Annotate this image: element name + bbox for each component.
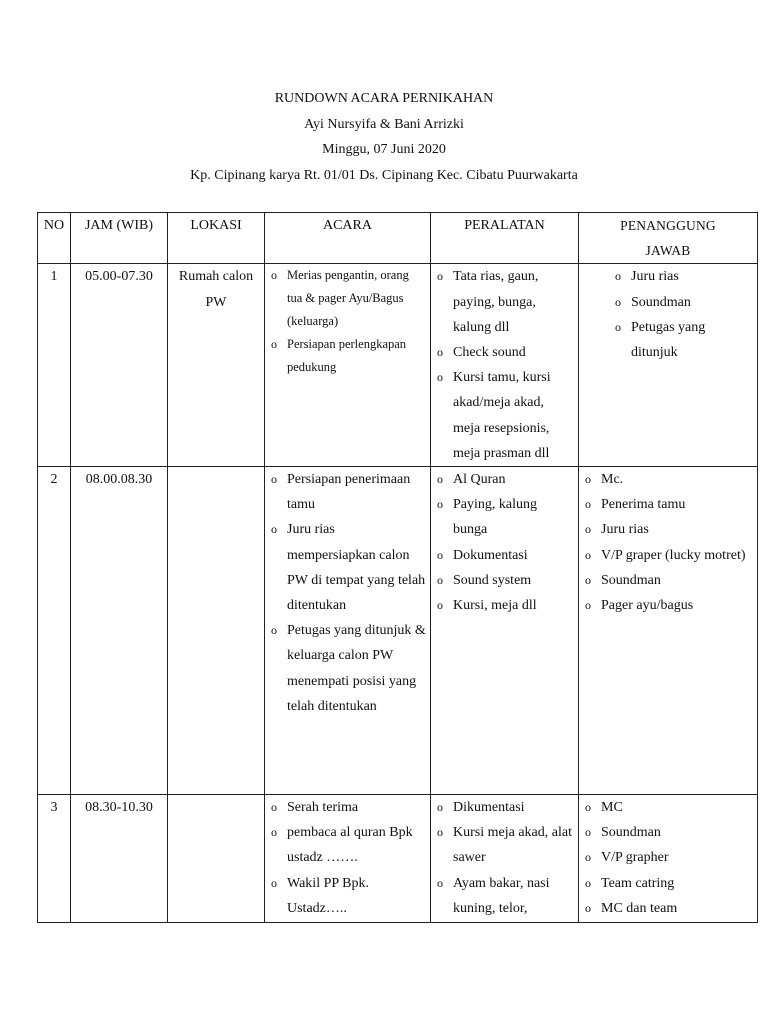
list-item: o Ayam bakar, nasi kuning, telor, [431,871,574,921]
list-item: o Tata rias, gaun, paying, bunga, kalung dll [431,264,574,340]
list-item: o Al Quran [431,467,574,492]
list-item: o Wakil PP Bpk. Ustadz….. [265,871,426,921]
list-item: o Soundman [609,290,753,315]
list-item: o MC dan team [579,896,753,921]
header-peralatan: PERALATAN [431,213,579,264]
table-row [38,264,758,467]
row-peralatan [431,467,579,795]
row-jam: 08.00.08.30 [71,467,168,795]
row-lokasi [168,467,265,795]
list-item: o Petugas yang ditunjuk [609,315,753,365]
list-item: o Juru rias mempersiapkan calon PW di tempat yang telah ditentukan [265,517,426,618]
row-penanggung-jawab [579,467,758,795]
list-item: o Penerima tamu [579,492,753,517]
table-header-row [38,213,758,264]
row-no: 1 [38,264,71,467]
rundown-table [37,212,758,923]
table-row [38,795,758,923]
list-item: o Team catring [579,871,753,896]
header-penanggung-jawab [579,213,758,264]
row-lokasi [168,795,265,923]
list-item: o V/P graper (lucky motret) [579,543,753,568]
list-item: o Dikumentasi [431,795,574,820]
header-penanggung-line1: PENANGGUNG [620,218,716,233]
table-row [38,467,758,795]
list-item: o Kursi tamu, kursi akad/meja akad, meja resepsionis, meja prasman dll [431,365,574,466]
list-item: o Soundman [579,820,753,845]
list-item: o Serah terima [265,795,426,820]
document-header [0,86,768,188]
list-item: o Dokumentasi [431,543,574,568]
list-item: o MC [579,795,753,820]
row-acara [265,795,431,923]
list-item: o Persiapan penerimaan tamu [265,467,426,517]
list-item: o Soundman [579,568,753,593]
row-acara [265,264,431,467]
row-no: 3 [38,795,71,923]
couple-names: Ayi Nursyifa & Bani Arrizki [304,116,464,132]
header-jam: JAM (WIB) [71,213,168,264]
row-peralatan [431,795,579,923]
list-item: o Juru rias [609,264,753,289]
list-item: o Petugas yang ditunjuk & keluarga calon PW menempati posisi yang telah ditentukan [265,618,426,719]
list-item: o Merias pengantin, orang tua & pager Ayu/Bagus (keluarga) [265,264,426,332]
row-acara [265,467,431,795]
list-item: o Pager ayu/bagus [579,593,753,618]
list-item: o Kursi, meja dll [431,593,574,618]
list-item: o Check sound [431,340,574,365]
list-item: o Kursi meja akad, alat sawer [431,820,574,870]
row-penanggung-jawab [579,795,758,923]
row-jam: 08.30-10.30 [71,795,168,923]
row-lokasi: Rumah calon PW [168,264,265,467]
header-penanggung-line2: JAWAB [645,243,691,259]
list-item: o Paying, kalung bunga [431,492,574,542]
list-item: o Sound system [431,568,574,593]
event-location: Kp. Cipinang karya Rt. 01/01 Ds. Cipinang Kec. Cibatu Puurwakarta [190,167,578,183]
header-no: NO [38,213,71,264]
header-lokasi: LOKASI [168,213,265,264]
list-item: o V/P grapher [579,845,753,870]
list-item: o Persiapan perlengkapan pedukung [265,333,426,379]
row-jam: 05.00-07.30 [71,264,168,467]
event-date: Minggu, 07 Juni 2020 [322,142,446,157]
row-penanggung-jawab [579,264,758,467]
list-item: o Mc. [579,467,753,492]
row-peralatan [431,264,579,467]
list-item: o Juru rias [579,517,753,542]
row-no: 2 [38,467,71,795]
document-title: RUNDOWN ACARA PERNIKAHAN [274,91,494,106]
header-acara: ACARA [265,213,431,264]
list-item: o pembaca al quran Bpk ustadz ……. [265,820,426,870]
